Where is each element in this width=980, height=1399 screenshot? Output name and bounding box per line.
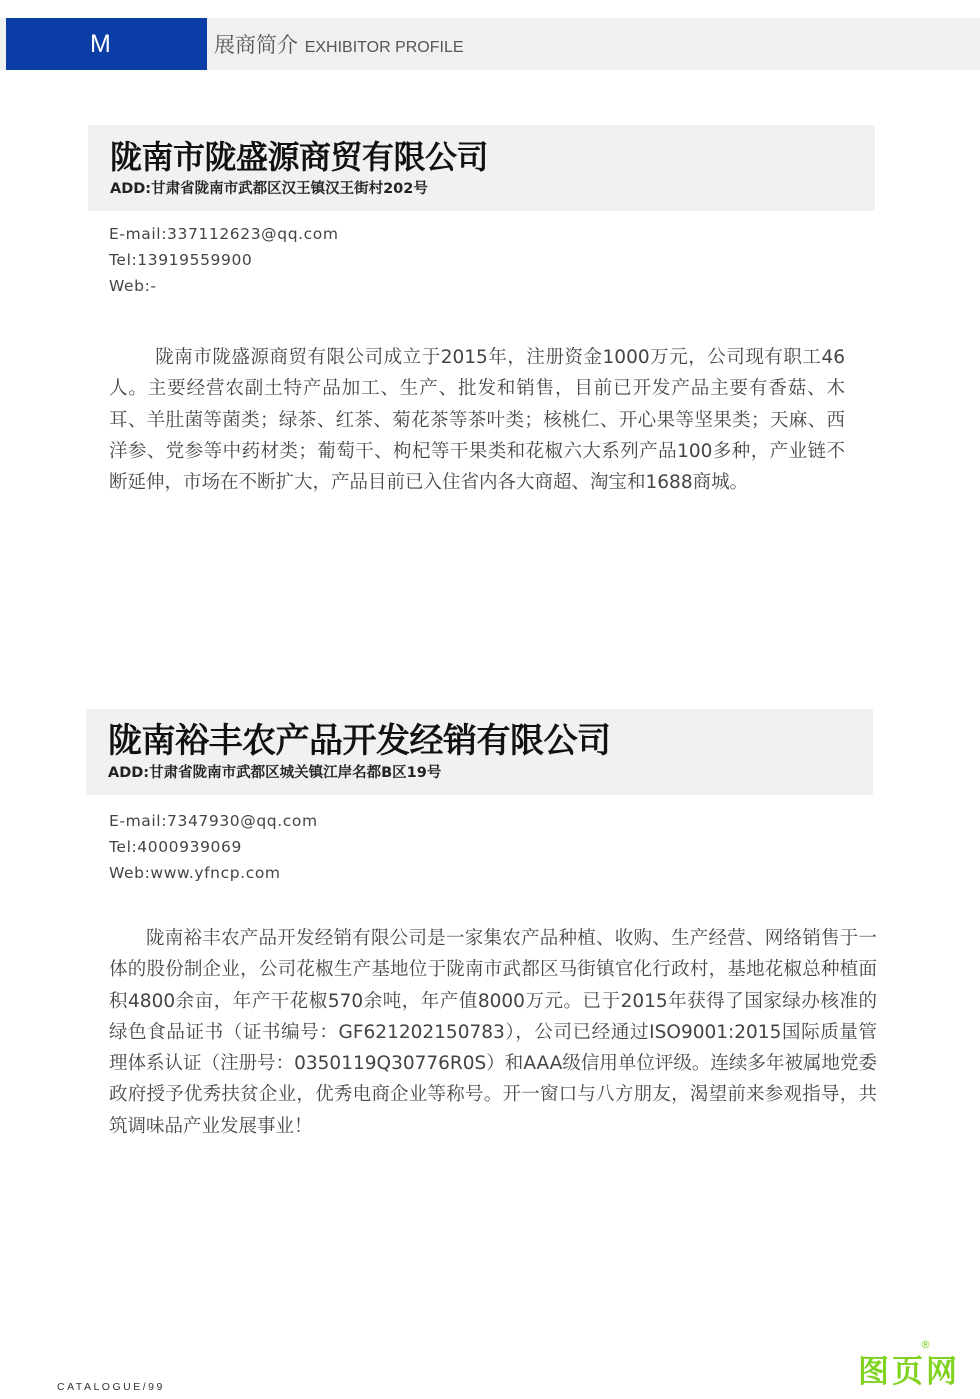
company-name: 陇南市陇盛源商贸有限公司 (110, 138, 489, 176)
company-description: 陇南市陇盛源商贸有限公司成立于2015年，注册资金1000万元，公司现有职工46人。主要经营农副土特产品加工、生产、批发和销售，目前已开发产品主要有香菇、木耳、羊肚菌等菌类；绿茶、红茶、菊花茶等茶叶类；核桃仁、开心果等坚果类；天麻、西洋参、党参等中药材类；葡萄干、枸杞等干果类和花椒六大系列产品100多种，产业链不断延伸，市场在不断扩大，产品目前已入住省内各大商超、淘宝和1688商城。 (109, 347, 845, 494)
company-header-1 (88, 125, 875, 211)
section-letter: M (6, 18, 207, 70)
contact-info-2 (109, 808, 318, 886)
tel-text: Tel:13919559900 (109, 251, 253, 269)
company-header-2 (86, 709, 873, 795)
email-text: E-mail:7347930@qq.com (109, 812, 318, 830)
page-footer: CATALOGUE/99 (57, 1381, 165, 1393)
tel-text: Tel:4000939069 (109, 838, 242, 856)
contact-info-1 (109, 221, 339, 299)
company-address: ADD:甘肃省陇南市武都区汉王镇汉王街村202号 (110, 181, 428, 197)
email-text: E-mail:337112623@qq.com (109, 225, 339, 243)
page-header-title (214, 18, 464, 70)
company-address: ADD:甘肃省陇南市武都区城关镇江岸名都B区19号 (108, 765, 442, 781)
web-text: Web:www.yfncp.com (109, 864, 281, 882)
header-title-en: EXHIBITOR PROFILE (304, 39, 464, 56)
web-text: Web:- (109, 277, 157, 295)
watermark-logo: 图页网 (858, 1354, 960, 1390)
company-description: 陇南裕丰农产品开发经销有限公司是一家集农产品种植、收购、生产经营、网络销售于一体的股份制企业，公司花椒生产基地位于陇南市武都区马街镇官化行政村，基地花椒总种植面积4800余亩，年产干花椒570余吨，年产值8000万元。已于2015年获得了国家绿办核准的绿色食品证书（证书编号：GF621202150783），公司已经通过ISO9001:2015国际质量管理体系认证（注册号：0350119Q30776R0S）和AAA级信用单位评级。连续多年被属地党委政府授予优秀扶贫企业，优秀电商企业等称号。开一窗口与八方朋友，渴望前来参观指导，共筑调味品产业发展事业！ (109, 928, 877, 1137)
company-name: 陇南裕丰农产品开发经销有限公司 (108, 721, 611, 761)
header-title-cn: 展商简介 (214, 33, 298, 57)
registered-mark: ® (920, 1338, 931, 1351)
